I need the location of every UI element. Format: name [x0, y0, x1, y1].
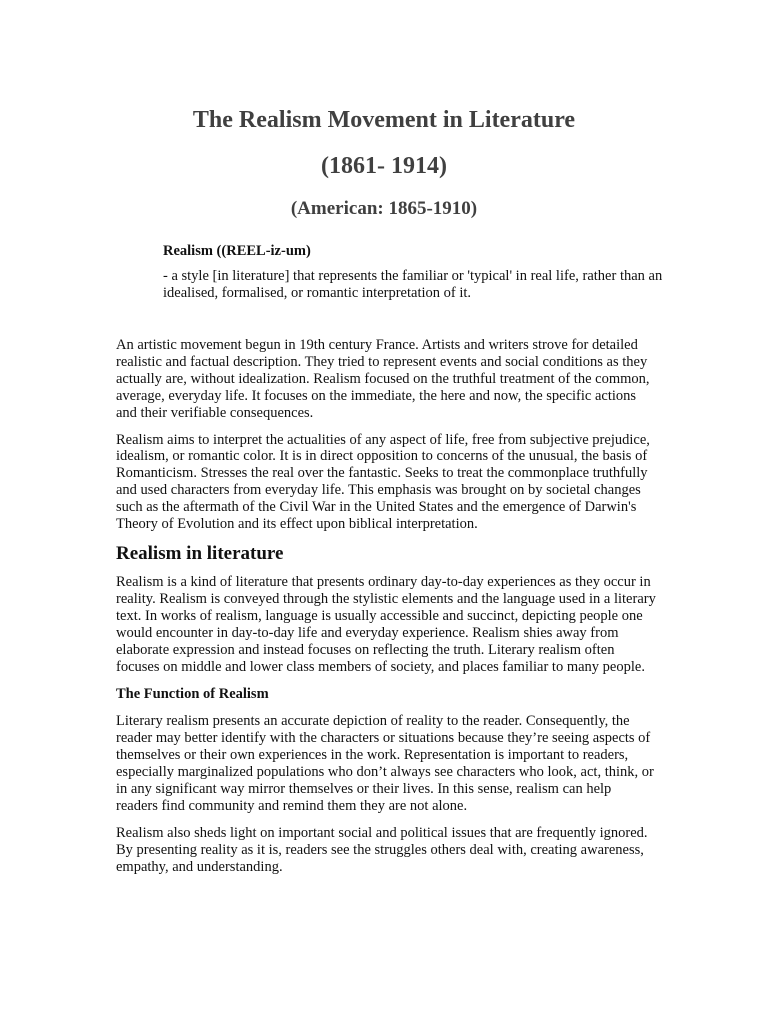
function-paragraph-1: Literary realism presents an accurate depiction of reality to the reader. Consequently, the reader may better identify with the characters or situations because they’re seeing aspects of themselves or their own experiences in the work. Representation is important to readers, especially marginalized populations who don’t always see characters who look, act, think, or in any significant way mirror themselves or their lives. In this sense, realism can help readers find community and remind them they are not alone.	[116, 713, 654, 814]
function-paragraph-2: Realism also sheds light on important social and political issues that are frequently ignored. By presenting reality as it is, readers see the struggles others deal with, creating awareness, empathy, and understanding.	[116, 824, 648, 875]
section-paragraph: Realism is a kind of literature that presents ordinary day-to-day experiences as they occur in reality. Realism is conveyed through the stylistic elements and the language used in a literary text. In works of realism, language is usually accessible and succinct, depicting people one would encounter in day-to-day life and everyday experience. Realism shies away from elaborate expression and instead focuses on reflecting the truth. Literary realism often focuses on middle and lower class members of society, and places familiar to many people.	[116, 573, 656, 675]
document-american-date-range: (American: 1865-1910)	[290, 198, 478, 219]
intro-paragraph-2: Realism aims to interpret the actualities of any aspect of life, free from subjective prejudice, idealism, or romantic color. It is in direct opposition to concerns of the unusual, the basis of Romanticism. Stresses the real over the fantastic. Seeks to treat the commonplace truthfully and used characters from everyday life. This emphasis was brought on by societal changes such as the aftermath of the Civil War in the United States and the emergence of Darwin's Theory of Evolution and its effect upon biblical interpretation.	[116, 431, 650, 533]
document-title: The Realism Movement in Literature	[192, 107, 576, 133]
intro-paragraph-1: An artistic movement begun in 19th century France. Artists and writers strove for detailed realistic and factual description. They tried to represent events and social conditions as they actually are, without idealization. Realism focused on the truthful treatment of the common, average, everyday life. It focuses on the immediate, the here and now, the specific actions and their verifiable consequences.	[116, 337, 650, 421]
definition-term: Realism ((REEL-iz-um)	[163, 243, 311, 259]
subsection-heading-function-of-realism: The Function of Realism	[116, 686, 269, 703]
document-date-range: (1861- 1914)	[321, 153, 447, 179]
section-heading-realism-in-literature: Realism in literature	[116, 542, 284, 564]
document-body	[116, 337, 656, 886]
definition-text: - a style [in literature] that represents the familiar or 'typical' in real life, rather than an idealised, formalised, or romantic interpretation of it.	[163, 268, 663, 301]
